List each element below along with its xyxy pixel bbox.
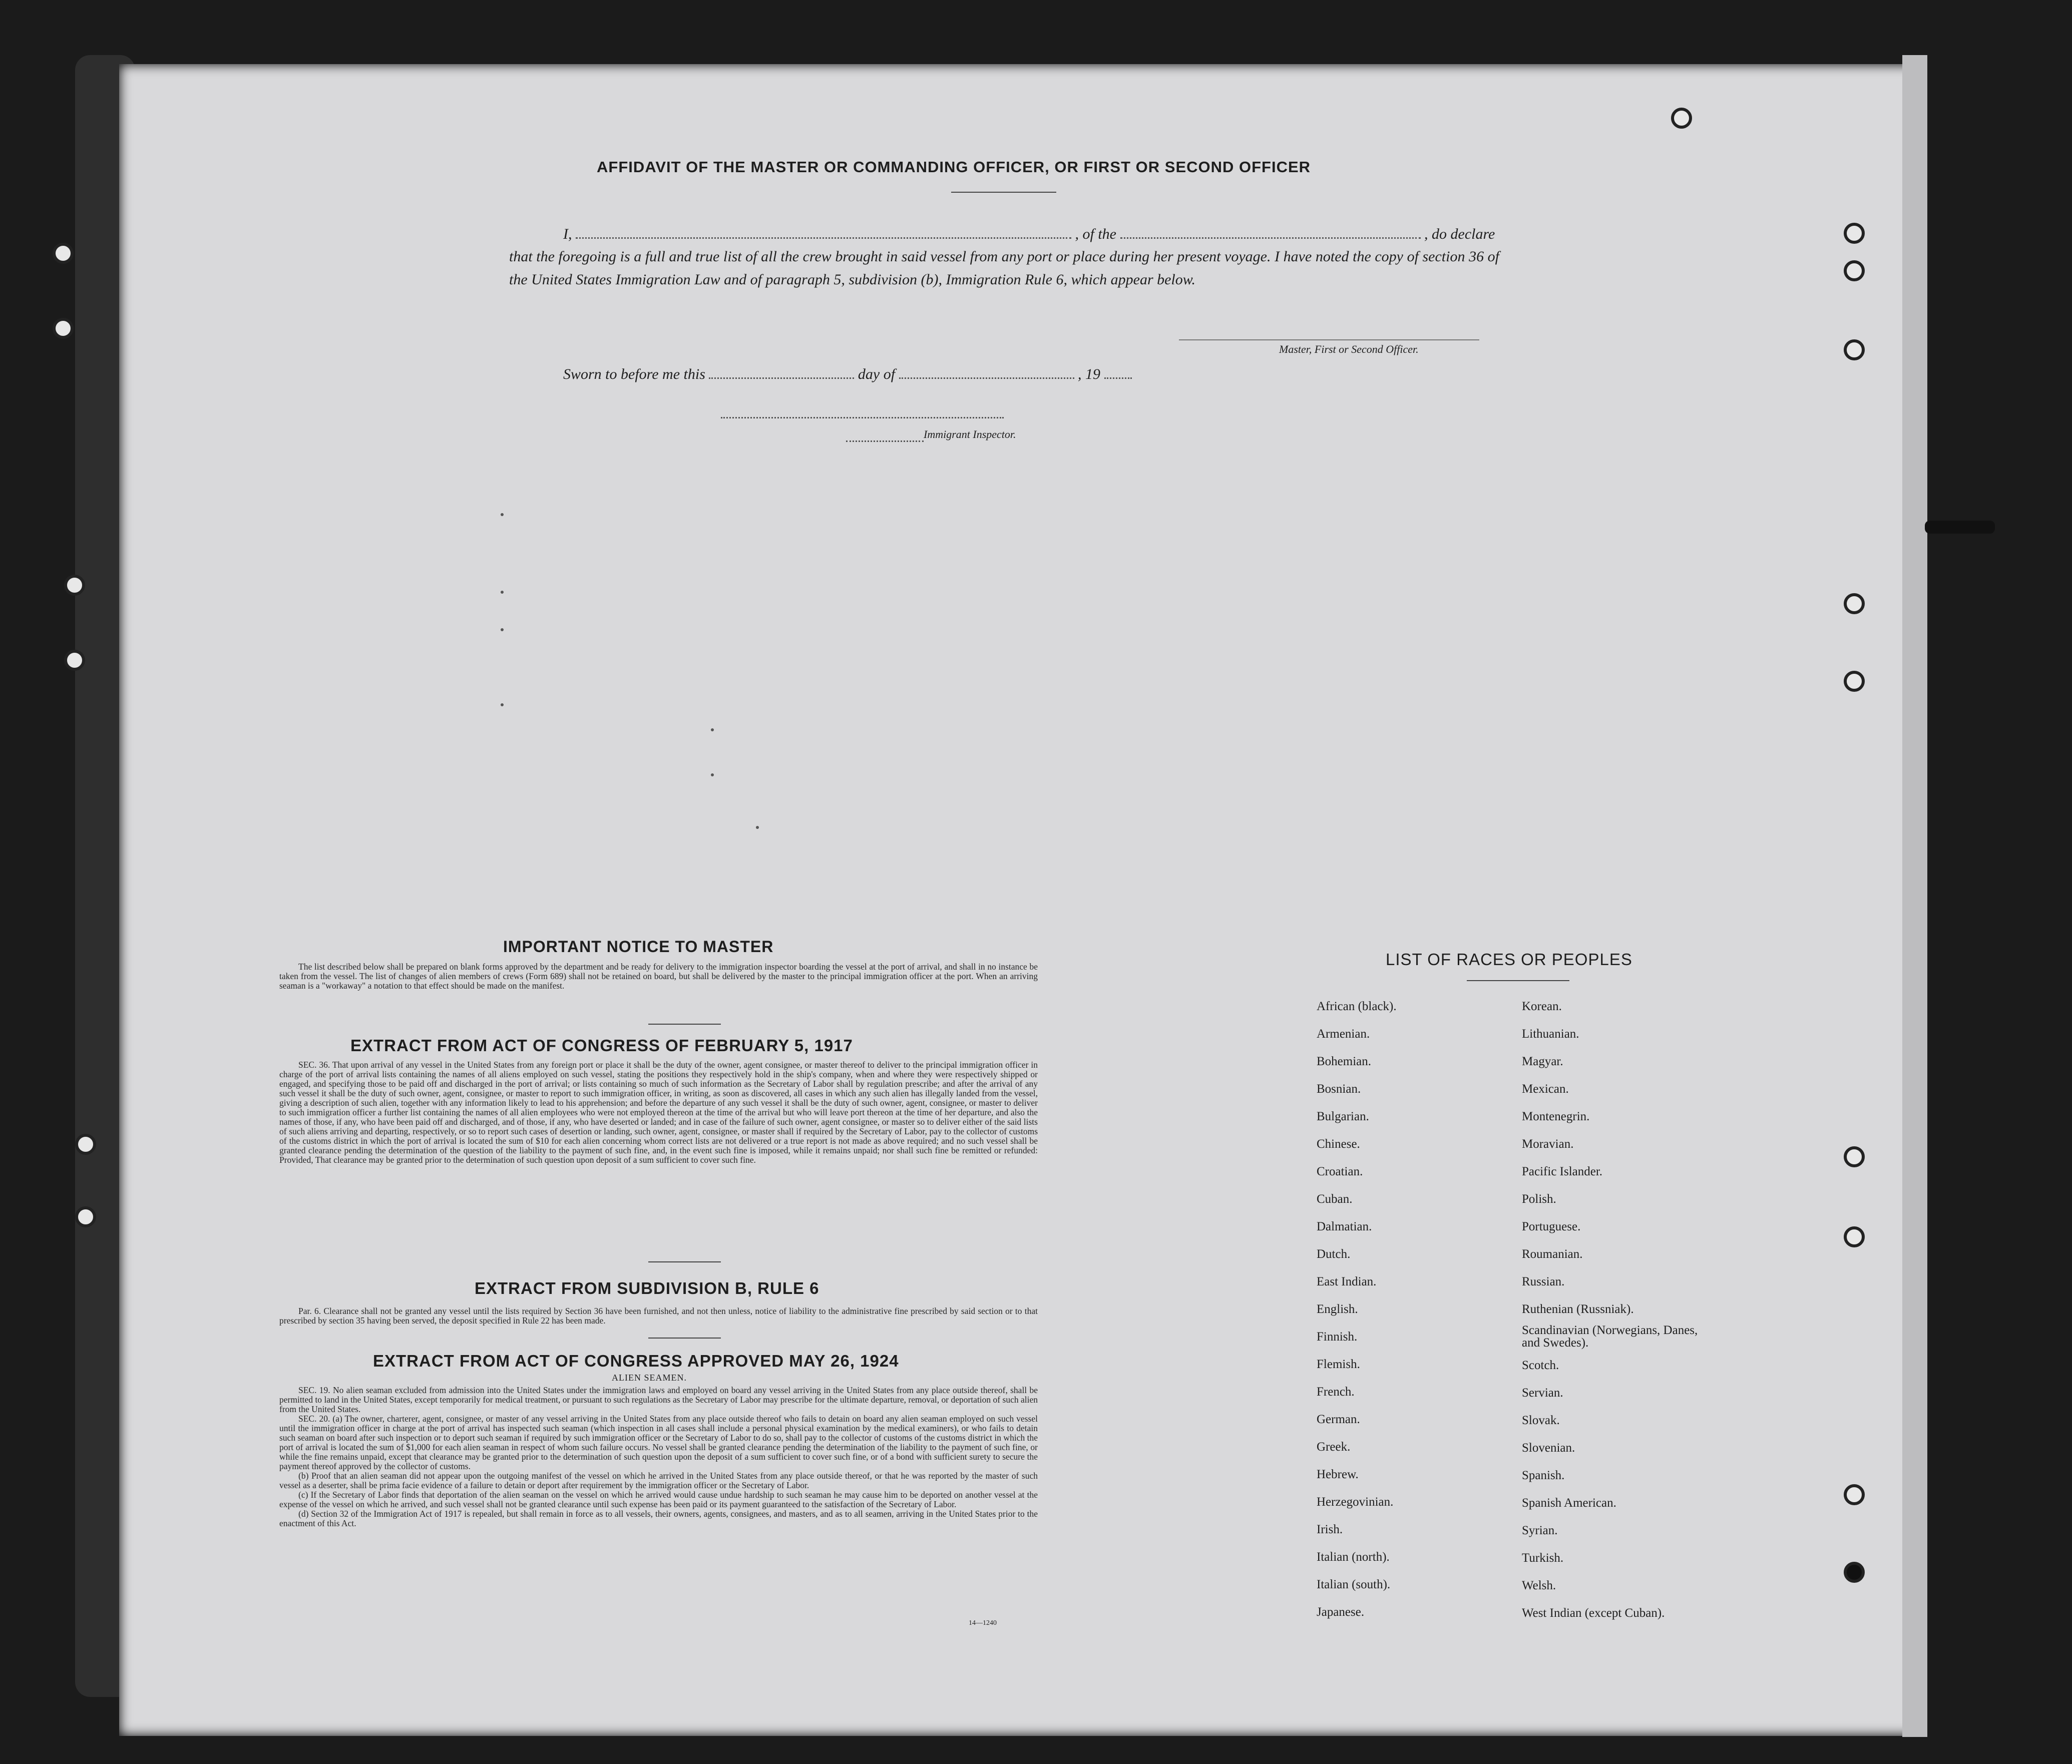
sworn-line — [563, 363, 1132, 386]
binder-hole — [1671, 108, 1692, 129]
binder-hole — [53, 243, 74, 264]
race-item: Scotch. — [1522, 1359, 1559, 1372]
race-item: Finnish. — [1317, 1330, 1358, 1344]
extract-1917-title: EXTRACT FROM ACT OF CONGRESS OF FEBRUARY 5, 1917 — [350, 1036, 853, 1055]
race-item: Moravian. — [1522, 1137, 1574, 1151]
race-item: Spanish. — [1522, 1469, 1565, 1482]
race-item: Greek. — [1317, 1440, 1351, 1454]
name-blank[interactable] — [576, 226, 1071, 239]
sworn-day-blank[interactable] — [709, 366, 854, 379]
binder-hole — [1844, 593, 1865, 614]
race-item: English. — [1317, 1302, 1358, 1316]
race-item: Portuguese. — [1522, 1220, 1581, 1233]
binder-hole — [1844, 260, 1865, 281]
races-right-column — [1522, 993, 1712, 1627]
race-item: Slovenian. — [1522, 1441, 1575, 1455]
faint-mark — [711, 773, 714, 776]
race-item: Roumanian. — [1522, 1247, 1583, 1261]
notice-text — [279, 962, 1038, 991]
extract-1917-text — [279, 1060, 1038, 1165]
race-item: Herzegovinian. — [1317, 1495, 1394, 1509]
race-item: Spanish American. — [1522, 1496, 1616, 1510]
race-item: West Indian (except Cuban). — [1522, 1606, 1665, 1620]
extract-1924-sec20a: SEC. 20. (a) The owner, charterer, agent, consignee, or master of any vessel arriving in the United States from any place outside thereof who fails to detain on board any alien seaman employed on such vessel until the immigration officer in charge at the port of arrival has inspected such seaman (which inspection in all cases shall include a personal physical examination by the medical examiners), or who fails to detain such seaman on board after such inspection or to deport such seaman if required by such immigration officer or the Secretary of Labor to do so, shall pay to the collector of customs of the customs district in which the port of arrival is located the sum of $1,000 for each alien seaman in respect of whom such failure occurs. No vessel shall be granted clearance pending the determination of the liability to the payment of such fine, or while the fine remains unpaid, except that clearance may be granted prior to the determination of such question upon the deposit of a sum sufficient to cover such fine, or of a bond with sufficient surety to secure the payment thereof approved by the collector of customs. — [279, 1414, 1038, 1471]
faint-mark — [501, 703, 504, 706]
sworn-year-blank[interactable] — [1104, 366, 1132, 379]
race-item: Scandinavian (Norwegians, Danes, and Swedes). — [1522, 1324, 1698, 1350]
races-title: LIST OF RACES OR PEOPLES — [1386, 950, 1632, 969]
race-item: Croatian. — [1317, 1165, 1363, 1178]
inspector-line-short[interactable] — [846, 440, 924, 444]
do-declare-label: , do declare — [1424, 226, 1495, 242]
extract-1924-subtitle: ALIEN SEAMEN. — [612, 1373, 687, 1383]
extract-rule6-title: EXTRACT FROM SUBDIVISION B, RULE 6 — [475, 1279, 819, 1297]
race-item: Montenegrin. — [1522, 1110, 1590, 1123]
race-item: Italian (south). — [1317, 1578, 1391, 1591]
race-item: Hebrew. — [1317, 1468, 1359, 1481]
binder-hole — [64, 650, 85, 671]
races-left-column — [1317, 993, 1397, 1626]
binder-hole — [1844, 1562, 1865, 1583]
race-item: French. — [1317, 1385, 1355, 1399]
extract-rule6-paragraph: Par. 6. Clearance shall not be granted any vessel until the lists required by Section 36 have been furnished, and not then unless, notice of liability to the administrative fine prescribed by said section or to that prescribed by section 35 having been served, the deposit specified in Rule 22 has been made. — [279, 1306, 1038, 1326]
extract-rule6-text — [279, 1306, 1038, 1326]
section-divider — [648, 1261, 721, 1262]
race-item: Dutch. — [1317, 1247, 1351, 1261]
race-item: Armenian. — [1317, 1027, 1370, 1041]
affidavit-title: AFFIDAVIT OF THE MASTER OR COMMANDING OFFICER, OR FIRST OR SECOND OFFICER — [597, 158, 1311, 176]
sheet-edge — [1902, 55, 1927, 1737]
binder-hole — [75, 1134, 96, 1155]
race-item: Servian. — [1522, 1386, 1563, 1400]
race-item: Bohemian. — [1317, 1055, 1372, 1068]
extract-1924-sec20c: (c) If the Secretary of Labor finds that deportation of the alien seaman on the vessel on which he arrived would cause undue hardship to such seaman he may cause him to be deported on another vessel at the expense of the vessel on which he arrived, and such vessel shall not be granted clearance until such expense has been paid or its payment guaranteed to the satisfaction of the Secretary of Labor. — [279, 1490, 1038, 1509]
binder-hole — [1844, 339, 1865, 360]
race-item: East Indian. — [1317, 1275, 1377, 1288]
signature-line[interactable] — [1179, 339, 1479, 340]
binder-hole — [1844, 1146, 1865, 1167]
race-item: Syrian. — [1522, 1524, 1558, 1537]
binder-hole — [75, 1206, 96, 1227]
race-item: Japanese. — [1317, 1605, 1365, 1619]
race-item: Bulgarian. — [1317, 1110, 1369, 1123]
race-item: Flemish. — [1317, 1358, 1360, 1371]
i-label: I, — [563, 226, 572, 242]
race-item: Mexican. — [1522, 1082, 1569, 1096]
scan-artifact — [1925, 521, 1995, 534]
inspector-line[interactable] — [721, 417, 1004, 420]
declaration-line — [563, 223, 1499, 246]
race-item: Lithuanian. — [1522, 1027, 1579, 1041]
race-item: Slovak. — [1522, 1414, 1560, 1427]
race-item: German. — [1317, 1413, 1360, 1426]
race-item: Polish. — [1522, 1192, 1556, 1206]
races-divider — [1467, 980, 1569, 981]
binder-hole — [1844, 671, 1865, 692]
form-code: 14—1240 — [969, 1619, 997, 1627]
binder-hole — [1844, 223, 1865, 244]
faint-mark — [501, 591, 504, 594]
faint-mark — [756, 826, 759, 829]
extract-1924-sec20b: (b) Proof that an alien seaman did not appear upon the outgoing manifest of the vessel on which he arrived in the United States from any place outside thereof, or that he was reported by the master of such vessel as a deserter, shall be prima facie evidence of a failure to detain or deport after requirement by the immigration officer or the Secretary of Labor. — [279, 1471, 1038, 1490]
extract-1924-sec19: SEC. 19. No alien seaman excluded from admission into the United States under the immigration laws and employed on board any vessel arriving in the United States from any place outside thereof, shall be permitted to land in the United States, except temporarily for medical treatment, or pursuant to such regulations as the Secretary of Labor may prescribe for the ultimate departure, removal, or deportation of such alien from the United States. — [279, 1385, 1038, 1414]
extract-1924-title: EXTRACT FROM ACT OF CONGRESS APPROVED MAY 26, 1924 — [373, 1352, 899, 1370]
inspector-caption: Immigrant Inspector. — [924, 428, 1016, 440]
race-item: Chinese. — [1317, 1137, 1360, 1151]
race-item: Turkish. — [1522, 1551, 1564, 1565]
race-item: African (black). — [1317, 1000, 1397, 1013]
race-item: Russian. — [1522, 1275, 1565, 1288]
race-item: Cuban. — [1317, 1192, 1353, 1206]
binder-hole — [1844, 1226, 1865, 1247]
notice-title: IMPORTANT NOTICE TO MASTER — [503, 938, 774, 956]
faint-mark — [501, 628, 504, 631]
signature-caption: Master, First or Second Officer. — [1279, 343, 1419, 355]
race-item: Italian (north). — [1317, 1550, 1390, 1564]
section-divider — [648, 1024, 721, 1025]
race-item: Korean. — [1522, 1000, 1562, 1013]
year-label: , 19 — [1078, 366, 1101, 382]
binder-hole — [53, 318, 74, 339]
binder-hole — [64, 575, 85, 596]
notice-paragraph: The list described below shall be prepared on blank forms approved by the department and be ready for delivery to the immigration inspector boarding the vessel at the port of arrival, and shall in no instance be taken from the vessel. The list of changes of alien members of crews (Form 689) shall not be retained on board, but shall be delivered by the master to the principal immigration officer at the port. When an arriving seaman is a "workaway" a notation to that effect should be made on the manifest. — [279, 962, 1038, 991]
faint-mark — [711, 728, 714, 731]
extract-1924-sec20d: (d) Section 32 of the Immigration Act of 1917 is repealed, but shall remain in force as to all vessels, their owners, agents, consignees, and masters, and as to all seamen, arriving in the United States prior to the enactment of this Act. — [279, 1509, 1038, 1528]
race-item: Irish. — [1317, 1523, 1343, 1536]
race-item: Ruthenian (Russniak). — [1522, 1302, 1634, 1316]
extract-1917-paragraph: SEC. 36. That upon arrival of any vessel in the United States from any foreign port or place it shall be the duty of the owner, agent consignee, or master thereof to deliver to the principal immigration officer in charge of the port of arrival lists containing the names of all aliens employed on such vessel, stating the positions they respectively hold in the ship's company, when and where they were respectively shipped or engaged, and specifying those to be paid off and discharged in the port of arrival; or lists containing so much of such information as the Secretary of Labor shall by regulation prescribe; and after the arrival of any such vessel it shall be the duty of such owner, agent, consignee, or master to report to such immigration officer, in writing, as soon as discovered, all cases in which any such alien has illegally landed from the vessel, giving a description of such alien, together with any information likely to lead to his apprehension; and before the departure of any such vessel it shall be the duty of such owner, agent, consignee, or master to deliver to such immigration officer a further list containing the names of all alien employees who were not employed thereon at the time of the arrival but who will leave port thereon at the time of her departure, and also the names of those, if any, who have been paid off and discharged, and of those, if any, who have deserted or landed; and in case of the failure of such owner, agent consignee, or master so to deliver either of the said lists of such aliens arriving and departing, respectively, or so to report such cases of desertion or landing, such owner, agent, consignee, or master shall if required by the Secretary of Labor, pay to the collector of customs of the customs district in which the port of arrival is located the sum of $10 for each alien concerning whom correct lists are not delivered or a true report is not made as above required; and no such vessel shall be granted clearance pending the determination of the question of the liability to the payment of such fine, and, in the event such fine is imposed, while it remains unpaid; nor shall such fine be remitted or refunded: Provided, That clearance may be granted prior to the determination of such question upon deposit of a sum sufficient to cover such fine. — [279, 1060, 1038, 1165]
section-divider — [648, 1338, 721, 1339]
sworn-label: Sworn to before me this — [563, 366, 705, 382]
race-item: Pacific Islander. — [1522, 1165, 1603, 1178]
race-item: Dalmatian. — [1317, 1220, 1372, 1233]
affidavit-body: that the foregoing is a full and true list of all the crew brought in said vessel from any port or place during her present voyage. I have noted the copy of section 36 of the United States Immigration Law and of paragraph 5, subdivision (b), Immigration Rule 6, which appear below. — [509, 248, 1499, 288]
race-item: Bosnian. — [1317, 1082, 1361, 1096]
sworn-month-blank[interactable] — [899, 366, 1074, 379]
binder-hole — [1844, 1484, 1865, 1505]
faint-mark — [501, 513, 504, 516]
title-divider — [951, 192, 1056, 193]
vessel-blank[interactable] — [1120, 226, 1421, 239]
extract-1924-text — [279, 1386, 1038, 1528]
race-item: Magyar. — [1522, 1055, 1563, 1068]
of-the-label: , of the — [1075, 226, 1116, 242]
day-of-label: day of — [858, 366, 896, 382]
race-item: Welsh. — [1522, 1579, 1556, 1592]
